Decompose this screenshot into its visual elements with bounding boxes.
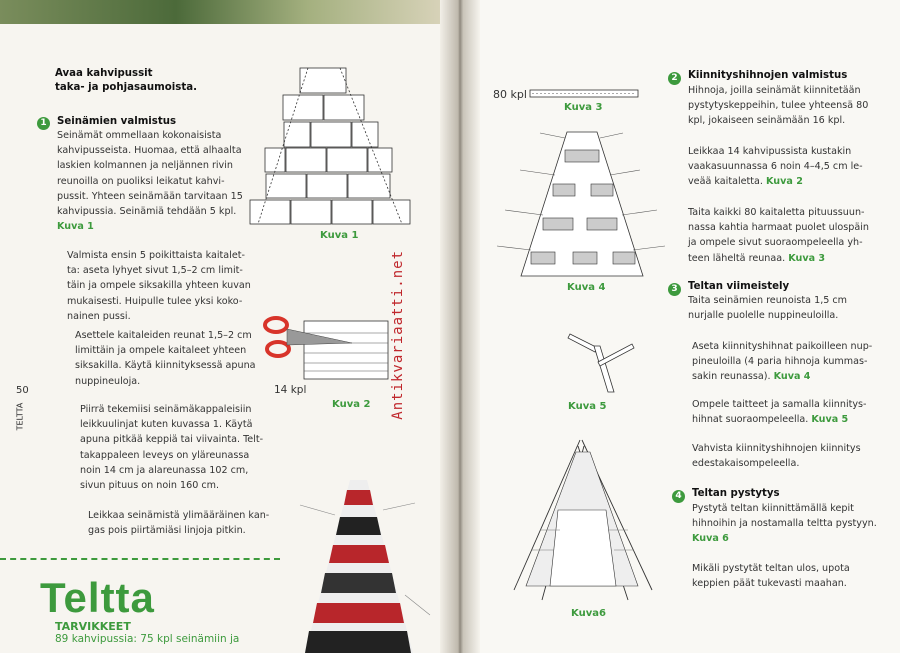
caption-kuva-2: Kuva 2 (332, 399, 371, 410)
kuva-6-ref: Kuva 6 (692, 533, 729, 545)
step-4-title: Teltan pystytys (692, 488, 780, 499)
paragraph-r5: Aseta kiinnityshihnat paikoilleen nup- pineuloilla (4 paria hihnoja kummas- sakin reunassa). Kuva 4 (692, 341, 873, 383)
caption-kuva-1: Kuva 1 (320, 230, 359, 241)
kuva-5-ref: Kuva 5 (811, 414, 849, 426)
caption-kuva-4: Kuva 4 (567, 282, 606, 293)
step-2-title: Kiinnityshihnojen valmistus (688, 70, 848, 81)
tarvikkeet-heading: TARVIKKEET (55, 620, 131, 633)
caption-kuva-5: Kuva 5 (568, 401, 607, 412)
paragraph-1: Seinämät ommellaan kokonaisista kahvipusseista. Huomaa, että alhaalta laskien kolmannen ja neljännen rivin reunoilla on puoliksi leikatut kahvi- pussit. Yhteen seinämään tarvitaan 15 kahvipussia. Seinämiä tehdään 5 kpl. Kuva 1 (57, 128, 243, 234)
label-14-kpl: 14 kpl (274, 384, 307, 396)
paragraph-r7: Vahvista kiinnityshihnojen kiinnitys edestakaisompeleella. (692, 443, 861, 470)
paragraph-r2: Leikkaa 14 kahvipussista kustakin vaakasuunnassa 6 noin 4–4,5 cm le- veää kaitaletta. Kuva 2 (688, 146, 863, 188)
intro-text: Avaa kahvipussit taka- ja pohjasaumoista. (55, 68, 197, 93)
label-80-kpl: 80 kpl (493, 88, 527, 101)
figure-2-scissors-strips (262, 313, 392, 393)
side-section-label: TELTTA (15, 402, 25, 431)
paragraph-3: Asettele kaitaleiden reunat 1,5–2 cm limittäin ja ompele kaitaleet yhteen siksakilla. Käytä kiinnityksessä apuna nuppineuloja. (75, 330, 256, 387)
kuva-2-ref: Kuva 2 (766, 176, 803, 188)
paragraph-r3: Taita kaikki 80 kaitaletta pituussuun- nassa kahtia harmaat puolet ulospäin ja ompele sivut suoraompeleella yh- teen läheltä reunaa. Kuva 3 (688, 207, 869, 264)
paragraph-r4: Taita seinämien reunoista 1,5 cm nurjalle puolelle nuppineuloilla. (688, 295, 848, 322)
watermark: Antikvariaatti.net (390, 250, 406, 420)
step-1-title: Seinämien valmistus (57, 116, 177, 127)
step-3-title: Teltan viimeistely (688, 281, 790, 292)
dashed-divider (0, 558, 280, 560)
paragraph-4: Piirrä tekemiisi seinämäkappaleisiin leikkuulinjat kuten kuvassa 1. Käytä apuna pitkää keppiä tai viivainta. Telt- takappaleen leveys on yläreunassa noin 14 cm ja alareunassa 102 cm, sivun pituus on noin 160 cm. (80, 404, 264, 492)
figure-3-strip (530, 88, 640, 100)
step-2-badge: 2 (668, 72, 681, 85)
figure-6-tent (510, 440, 660, 602)
paragraph-r8: Pystytä teltan kiinnittämällä kepit hihnoihin ja nostamalla teltta pystyyn. Kuva 6 (692, 501, 877, 547)
page-title: Teltta (40, 574, 155, 621)
kuva-3-ref: Kuva 3 (788, 252, 826, 264)
book-gutter (440, 0, 480, 653)
page-number: 50 (16, 385, 29, 396)
paragraph-5: Leikkaa seinämistä ylimääräinen kan- gas pois piirtämiäsi linjoja pitkin. (88, 510, 270, 537)
caption-kuva-3: Kuva 3 (564, 102, 603, 113)
figure-4-wall-panel (505, 130, 665, 278)
kuva-4-ref: Kuva 4 (773, 371, 811, 383)
step-1-badge: 1 (37, 117, 50, 130)
figure-1-wall-pattern (250, 68, 410, 228)
caption-kuva-6: Kuva6 (571, 608, 606, 619)
paragraph-2: Valmista ensin 5 poikittaista kaitalet- ta: aseta lyhyet sivut 1,5–2 cm limit- täin ja ompele siksakilla yhteen kuvan mukaisesti. Huipulle tulee yksi koko- nainen pussi. (67, 250, 251, 322)
figure-5-strap (568, 330, 638, 395)
paragraph-r1: Hihnoja, joilla seinämät kiinnitetään pystytyskeppeihin, tulee yhteensä 80 kpl, jokaiseen seinämään 16 kpl. (688, 85, 869, 127)
step-3-badge: 3 (668, 283, 681, 296)
tent-photo (295, 475, 435, 653)
paragraph-r6: Ompele taitteet ja samalla kiinnitys- hihnat suoraompeleella. Kuva 5 (692, 399, 867, 426)
photo-strip (0, 0, 440, 24)
kuva-1-ref: Kuva 1 (57, 221, 94, 233)
materials-text: 89 kahvipussia: 75 kpl seinämiin ja (55, 633, 240, 645)
paragraph-r9: Mikäli pystytät teltan ulos, upota keppien päät tukevasti maahan. (692, 563, 850, 590)
step-4-badge: 4 (672, 490, 685, 503)
